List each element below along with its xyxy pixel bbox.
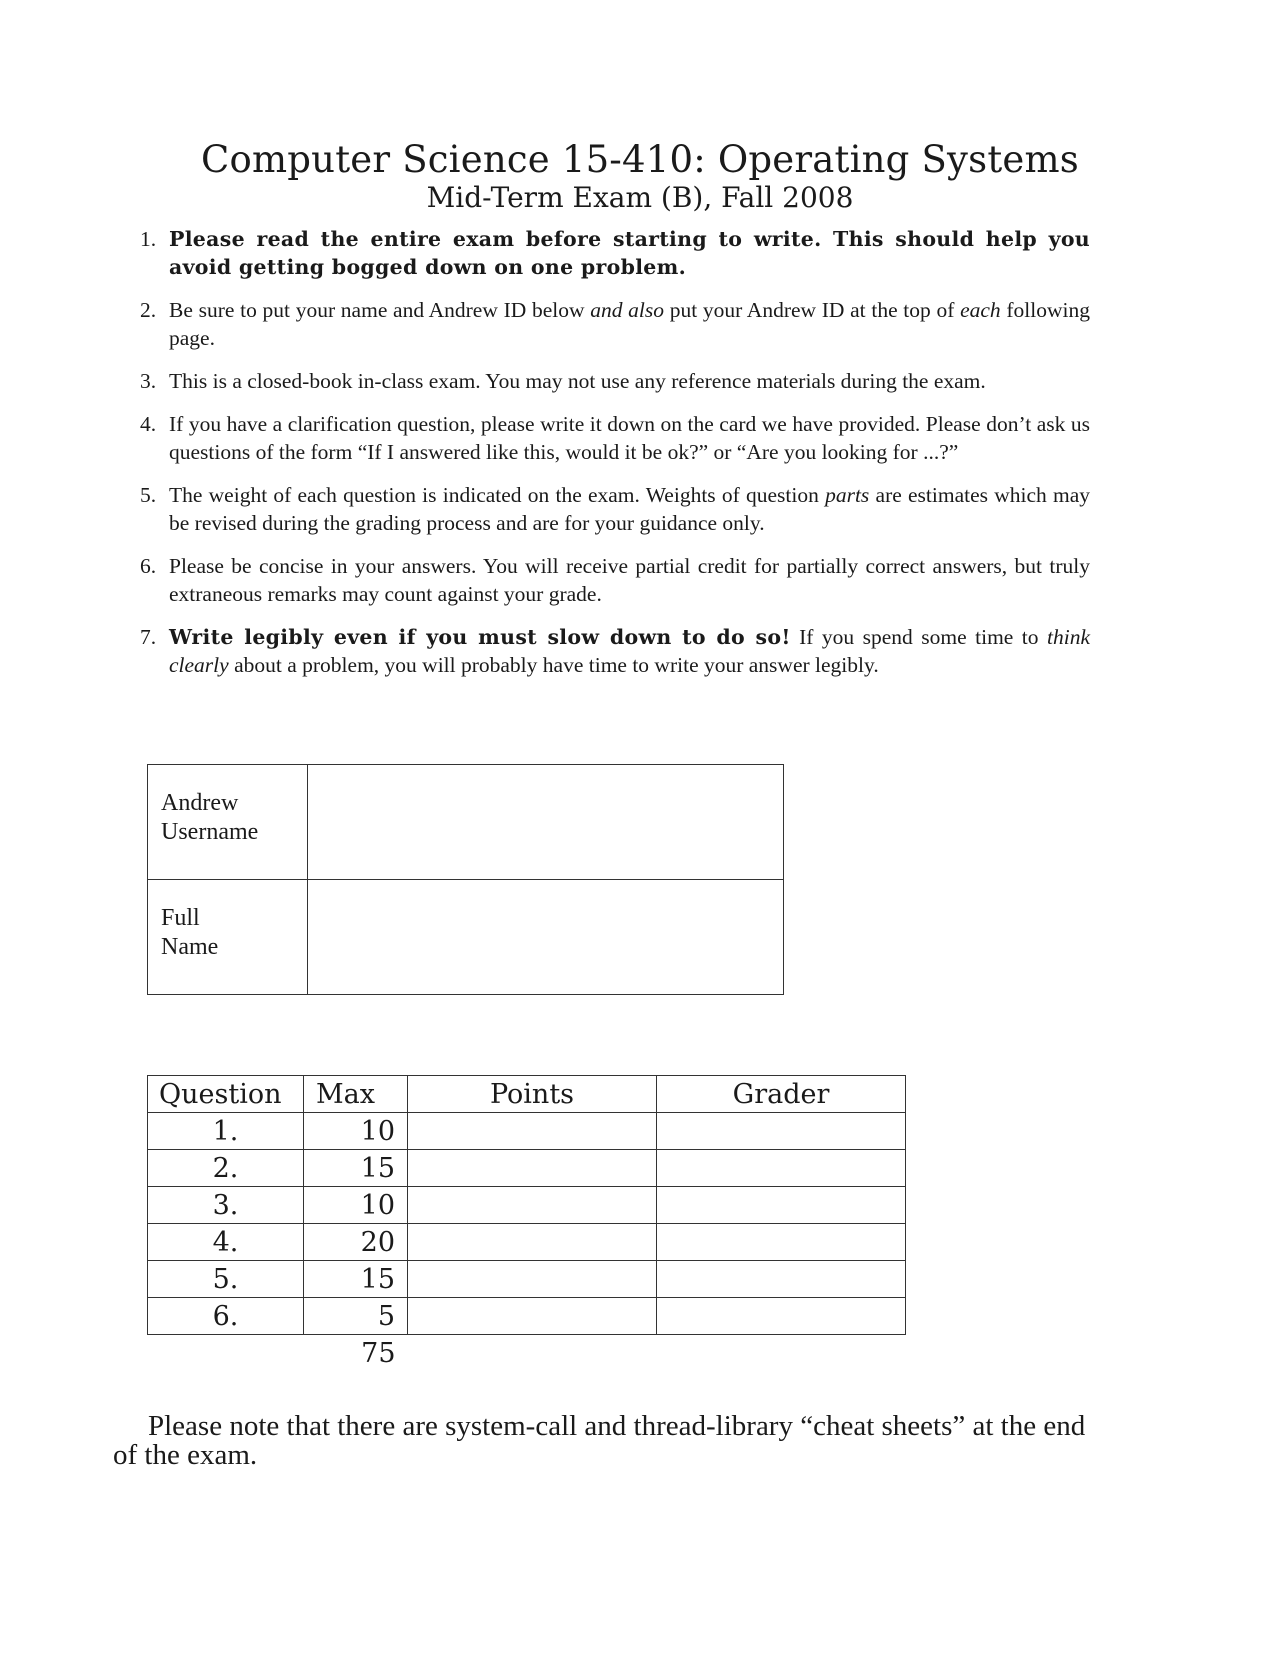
- instruction-text: put your Andrew ID at the top of: [664, 298, 961, 322]
- instruction-item: [140, 296, 1090, 352]
- student-id-box: [147, 764, 784, 995]
- instruction-emphasis: parts: [825, 483, 870, 507]
- instruction-bold-text: Please read the entire exam before starting to write. This should help you avoid getting bogged down on one problem.: [169, 227, 1090, 279]
- username-row: [148, 765, 784, 880]
- exam-header: [0, 138, 1280, 214]
- instruction-text: If you have a clarification question, please write it down on the card we have provided. Please don’t ask us questions of the form “If I answered like this, would it be ok?” or “Are you looking for ...?”: [169, 412, 1090, 464]
- max-points: 15: [304, 1261, 408, 1298]
- username-field[interactable]: [308, 765, 784, 880]
- instruction-text: about a problem, you will probably have time to write your answer legibly.: [228, 653, 879, 677]
- instruction-item: [140, 481, 1090, 537]
- instruction-item: [140, 623, 1090, 679]
- fullname-label-line: Full: [161, 905, 200, 931]
- table-row: [148, 1298, 906, 1335]
- instruction-number: 1.: [140, 227, 157, 251]
- points-cell[interactable]: [408, 1187, 657, 1224]
- table-row: [148, 1224, 906, 1261]
- table-row: [148, 1261, 906, 1298]
- max-points: 15: [304, 1150, 408, 1187]
- header-grader: Grader: [657, 1076, 906, 1113]
- instruction-number: 3.: [140, 369, 157, 393]
- table-row: [148, 1187, 906, 1224]
- cheat-sheet-note: [113, 1412, 1093, 1470]
- table-row: [148, 1150, 906, 1187]
- instruction-number: 7.: [140, 625, 157, 649]
- points-cell[interactable]: [408, 1150, 657, 1187]
- question-number: 2.: [148, 1150, 304, 1187]
- header-question: Question: [148, 1076, 304, 1113]
- points-cell[interactable]: [408, 1261, 657, 1298]
- instruction-item: [140, 552, 1090, 608]
- instruction-text: This is a closed-book in-class exam. You may not use any reference materials during the exam.: [169, 369, 986, 393]
- total-spacer: [657, 1335, 906, 1372]
- header-points: Points: [408, 1076, 657, 1113]
- username-label-line: Username: [161, 819, 259, 845]
- instruction-text: If you spend some time to: [790, 625, 1047, 649]
- fullname-field[interactable]: [308, 880, 784, 995]
- instruction-item: [140, 225, 1090, 281]
- instruction-text: are estimates which may be revised during the grading process and are for your guidance only.: [169, 483, 1091, 535]
- fullname-label-line: Name: [161, 934, 219, 960]
- question-number: 1.: [148, 1113, 304, 1150]
- grader-cell[interactable]: [657, 1298, 906, 1335]
- total-spacer: [148, 1335, 304, 1372]
- max-points: 10: [304, 1113, 408, 1150]
- exam-subtitle: Mid-Term Exam (B), Fall 2008: [426, 181, 854, 214]
- question-number: 5.: [148, 1261, 304, 1298]
- table-row: [148, 1113, 906, 1150]
- fullname-row: [148, 880, 784, 995]
- points-cell[interactable]: [408, 1224, 657, 1261]
- instructions-list: [140, 225, 1090, 694]
- instruction-text: Be sure to put your name and Andrew ID below: [169, 298, 591, 322]
- score-table: [147, 1075, 906, 1371]
- max-points: 10: [304, 1187, 408, 1224]
- instruction-text: The weight of each question is indicated on the exam. Weights of question: [169, 483, 826, 507]
- question-number: 6.: [148, 1298, 304, 1335]
- grader-cell[interactable]: [657, 1224, 906, 1261]
- instruction-item: [140, 410, 1090, 466]
- instruction-bold-text: Write legibly even if you must slow down to do so!: [169, 625, 791, 649]
- total-spacer: [408, 1335, 657, 1372]
- instruction-emphasis: and also: [590, 298, 664, 322]
- fullname-label: [148, 880, 308, 995]
- username-label: [148, 765, 308, 880]
- points-cell[interactable]: [408, 1113, 657, 1150]
- instruction-text: following page.: [169, 298, 1090, 350]
- grader-cell[interactable]: [657, 1261, 906, 1298]
- instruction-number: 2.: [140, 298, 157, 322]
- instruction-number: 4.: [140, 412, 157, 436]
- score-table-header: [148, 1076, 906, 1113]
- grader-cell[interactable]: [657, 1150, 906, 1187]
- exam-title: Computer Science 15-410: Operating Systems: [201, 138, 1079, 181]
- cheat-sheet-note-text: Please note that there are system-call and thread-library “cheat sheets” at the end of the exam.: [113, 1410, 1086, 1471]
- max-points: 5: [304, 1298, 408, 1335]
- instruction-emphasis: each: [960, 298, 1001, 322]
- grader-cell[interactable]: [657, 1187, 906, 1224]
- total-max: 75: [361, 1337, 396, 1369]
- header-max: Max: [304, 1076, 408, 1113]
- total-row: [148, 1335, 906, 1372]
- instruction-number: 6.: [140, 554, 157, 578]
- instruction-emphasis: think clearly: [169, 625, 1090, 677]
- max-points: 20: [304, 1224, 408, 1261]
- question-number: 4.: [148, 1224, 304, 1261]
- instruction-item: [140, 367, 1090, 395]
- grader-cell[interactable]: [657, 1113, 906, 1150]
- points-cell[interactable]: [408, 1298, 657, 1335]
- instruction-number: 5.: [140, 483, 157, 507]
- instruction-text: Please be concise in your answers. You will receive partial credit for partially correct answers, but truly extraneous remarks may count against your grade.: [169, 554, 1090, 606]
- question-number: 3.: [148, 1187, 304, 1224]
- username-label-line: Andrew: [161, 790, 239, 816]
